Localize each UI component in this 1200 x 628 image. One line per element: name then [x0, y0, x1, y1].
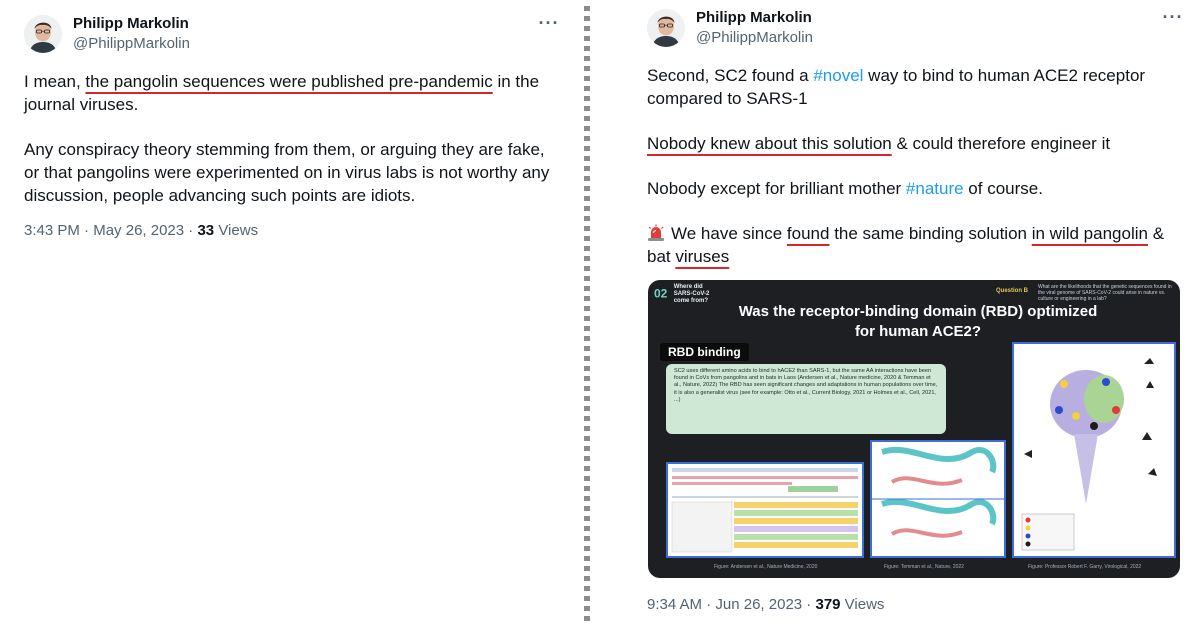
tweet-text — [24, 70, 559, 229]
text-segment: the same binding solution — [829, 224, 1032, 243]
underlined-claim: viruses — [675, 247, 730, 266]
tweet-left — [0, 0, 580, 628]
tweet-text — [647, 64, 1187, 290]
alignment-graphic — [668, 464, 862, 556]
tweet-meta — [647, 596, 884, 613]
structure-graphic — [872, 442, 1004, 556]
author-handle[interactable]: @PhilippMarkolin — [696, 29, 813, 46]
author-name[interactable]: Philipp Markolin — [73, 15, 189, 32]
avatar[interactable] — [24, 15, 62, 53]
figure-protein-structure — [870, 440, 1006, 558]
slide-title: Was the receptor-binding domain (RBD) optimized for human ACE2? — [738, 303, 1098, 340]
slide-question-label: Question B — [996, 288, 1029, 294]
text-segment: We have since — [671, 224, 787, 243]
text-segment: of course. — [963, 179, 1043, 198]
slide-badge-number: 02 — [654, 286, 668, 301]
meta-separator: · — [702, 596, 716, 613]
hashtag-link[interactable]: #nature — [905, 179, 964, 198]
figure-mutation-map — [1012, 342, 1176, 558]
views-label: Views — [840, 596, 885, 613]
views-count: 33 — [197, 222, 215, 239]
underlined-claim: the pangolin sequences were published pre-pandemic — [85, 72, 493, 91]
tweet-right — [600, 0, 1200, 628]
slide-badge — [654, 284, 722, 305]
avatar[interactable] — [647, 9, 685, 47]
tweet-date[interactable]: Jun 26, 2023 — [715, 596, 803, 613]
author-handle[interactable]: @PhilippMarkolin — [73, 35, 190, 52]
tweet-time[interactable]: 3:43 PM — [24, 222, 80, 239]
more-horizontal-icon[interactable]: ··· — [538, 13, 560, 33]
meta-separator: · — [184, 222, 198, 239]
underlined-claim: found — [786, 224, 830, 243]
rotating-light-icon — [647, 224, 665, 242]
mutation-map-graphic — [1014, 344, 1174, 556]
text-segment: I mean, — [24, 72, 86, 91]
text-segment: & bat — [647, 224, 1165, 266]
meta-separator: · — [79, 222, 94, 239]
avatar-portrait-icon — [24, 15, 62, 53]
figure-caption: Figure: Professor Robert F. Garry, Virological, 2022 — [1028, 564, 1142, 570]
text-segment: Second, SC2 found a — [647, 66, 814, 85]
tweet-date[interactable]: May 26, 2023 — [93, 222, 185, 239]
tweet-media-image[interactable] — [648, 280, 1180, 578]
tweet-meta — [24, 222, 258, 239]
paragraph: Any conspiracy theory stemming from them, or arguing they are fake, or that pangolins were experimented on in virus labs is not worthy any discussion, people advancing such points are idiots. — [24, 140, 550, 205]
meta-separator: · — [802, 596, 816, 613]
text-segment: way to bind to human ACE2 receptor compared to SARS-1 — [647, 66, 1146, 108]
dashed-divider — [584, 6, 590, 622]
more-horizontal-icon[interactable]: ··· — [1162, 7, 1184, 27]
slide-rbd-label: RBD binding — [660, 343, 749, 361]
underlined-claim: in wild pangolin — [1031, 224, 1148, 243]
text-segment: & could therefore engineer it — [891, 134, 1111, 153]
slide-badge-text: Where did SARS-CoV-2 come from? — [673, 284, 710, 304]
hashtag-link[interactable]: #novel — [813, 66, 864, 85]
slide-question-text: What are the likelihoods that the genetic sequences found in the viral genome of SARS-CoV-2 could arise in nature vs. culture or engineering in a lab? — [1038, 284, 1172, 302]
views-label: Views — [214, 222, 259, 239]
figure-caption: Figure: Temman et al., Nature, 2022 — [884, 564, 964, 570]
figure-sequence-alignment — [666, 462, 864, 558]
avatar-portrait-icon — [647, 9, 685, 47]
text-segment: Nobody except for brilliant mother — [647, 179, 906, 198]
figure-caption: Figure: Andersen et al., Nature Medicine, 2020 — [714, 564, 818, 570]
views-count: 379 — [815, 596, 841, 613]
underlined-claim: Nobody knew about this solution — [647, 134, 892, 153]
slide-info-box: SC2 uses different amino acids to bind to hACE2 than SARS-1, but the same AA interactions have been found in CoVs from pangolins and in bats in Laos (Andersen et al., Nature medicine, 2020 & Temman et al., Nature, 2022) The RBD has seen significant changes and adaptations in human populations over time, it is also a generalist virus (see for example: Otto et al., Current Biology, 2021 or Holmes et al., Cell, 2021, ...) — [666, 364, 946, 434]
text-segment: in the journal viruses. — [24, 72, 540, 114]
author-name[interactable]: Philipp Markolin — [696, 9, 812, 26]
tweet-time[interactable]: 9:34 AM — [647, 596, 703, 613]
